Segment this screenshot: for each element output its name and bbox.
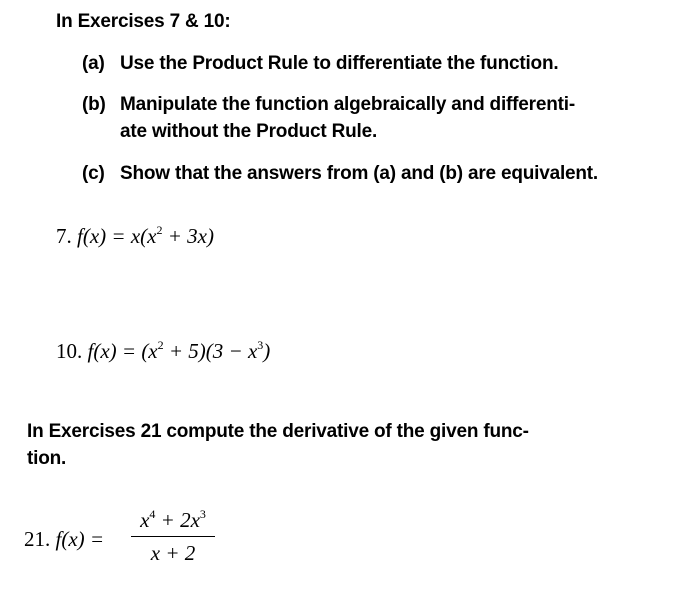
section2-heading: In Exercises 21 compute the derivative of the given func- [27,421,529,442]
denominator-text: x + 2 [150,541,196,565]
exercise-7-number: 7. [56,224,72,248]
section1-heading: In Exercises 7 & 10: [56,11,231,32]
numerator-exp-3: 3 [199,507,206,521]
exercise-21-lhs: f(x) = [55,527,105,551]
item-b-text-continued: ate without the Product Rule. [120,121,378,142]
exercise-10-end: ) [263,339,271,363]
exercise-7-rest: + 3x) [162,224,214,248]
item-b-label: (b) [82,94,106,115]
exercise-10 [56,339,270,364]
exercise-10-number: 10. [56,339,83,363]
exercise-21-denominator [131,541,215,566]
exercise-21-numerator [131,508,215,533]
exercise-10-lhs: f(x) = (x [87,339,158,363]
exercise-7-exp: 2 [156,223,163,237]
numerator-2x: + 2x [155,508,200,532]
exercise-21-number: 21. [24,527,51,551]
item-b-text: Manipulate the function algebraically and differenti- [120,94,575,115]
exercise-10-mid: + 5)(3 − x [163,339,258,363]
numerator-x: x [140,508,150,532]
exercise-10-exp2: 3 [257,338,264,352]
item-c-label: (c) [82,163,105,184]
exercise-10-exp1: 2 [157,338,164,352]
fraction-bar [131,536,215,537]
item-c-text: Show that the answers from (a) and (b) are equivalent. [120,163,599,184]
section2-heading-continued: tion. [27,448,67,469]
item-a-text: Use the Product Rule to differentiate the function. [120,53,559,74]
exercise-21-fraction [131,508,215,566]
exercise-21 [24,527,104,552]
exercise-7 [56,224,214,249]
exercise-7-lhs: f(x) = x(x [77,224,157,248]
item-a-label: (a) [82,53,105,74]
numerator-exp-4: 4 [149,507,156,521]
